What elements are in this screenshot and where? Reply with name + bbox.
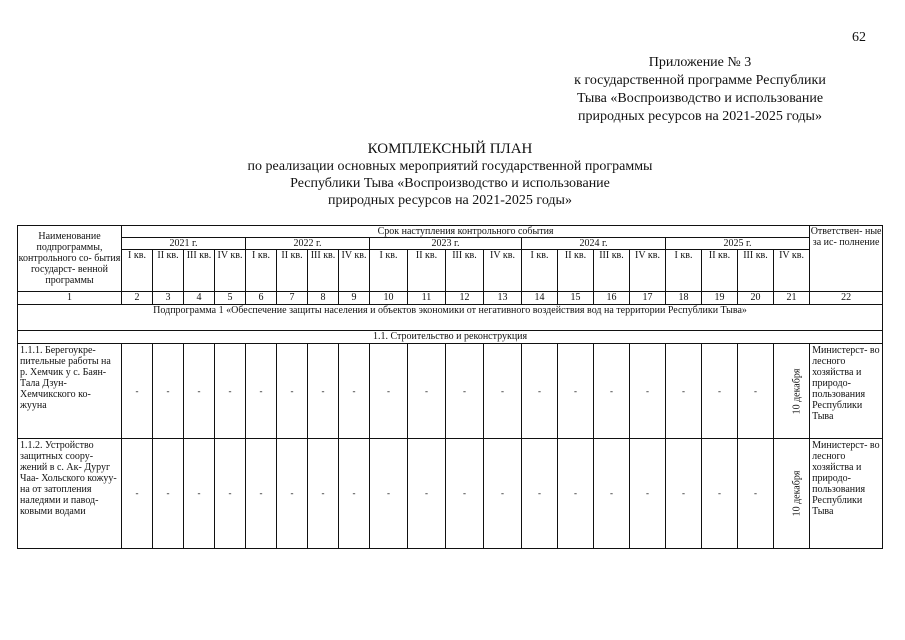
empty-dash: - (463, 385, 466, 396)
empty-dash: - (682, 385, 685, 396)
empty-dash: - (166, 488, 170, 498)
year-header: 2025 г. (666, 238, 810, 250)
quarter-cell (246, 439, 277, 549)
empty-dash: - (259, 385, 263, 396)
appendix-note (520, 54, 880, 126)
column-number: 14 (522, 292, 558, 305)
empty-dash: - (682, 488, 685, 498)
empty-dash: - (425, 385, 428, 396)
quarter-cell (594, 439, 630, 549)
quarter-cell (246, 344, 277, 439)
column-number: 19 (702, 292, 738, 305)
event-name: 1.1.2. Устройство защитных соору- жений в с. Ак- Дуруг Чаа- Хольского кожуу- на от затопления наледями и павод- ковыми водами (18, 439, 122, 549)
quarter-header: IV кв. (215, 250, 246, 292)
quarter-cell (666, 344, 702, 439)
quarter-header: IV кв. (630, 250, 666, 292)
column-number: 2 (122, 292, 153, 305)
empty-dash: - (574, 385, 577, 396)
column-number-row (18, 292, 883, 305)
quarter-header: II кв. (558, 250, 594, 292)
quarter-header: III кв. (738, 250, 774, 292)
table-row (18, 439, 883, 549)
document-title (160, 141, 740, 209)
empty-dash: - (321, 385, 325, 396)
quarter-header: I кв. (522, 250, 558, 292)
quarter-cell (594, 344, 630, 439)
empty-dash: - (718, 488, 721, 498)
title-line: Республики Тыва «Воспроизводство и использование (290, 176, 610, 191)
table-row (18, 344, 883, 439)
quarter-cell (277, 344, 308, 439)
column-number: 9 (339, 292, 370, 305)
column-number: 18 (666, 292, 702, 305)
quarter-header: II кв. (702, 250, 738, 292)
quarter-cell (122, 344, 153, 439)
quarter-cell (408, 439, 446, 549)
quarter-cell (522, 439, 558, 549)
empty-dash: - (135, 488, 139, 498)
appendix-line: природных ресурсов на 2021-2025 годы» (578, 109, 822, 124)
quarter-cell (122, 439, 153, 549)
empty-dash: - (646, 385, 649, 396)
column-number: 6 (246, 292, 277, 305)
column-number: 7 (277, 292, 308, 305)
column-number: 20 (738, 292, 774, 305)
quarter-cell (339, 439, 370, 549)
quarter-header: II кв. (277, 250, 308, 292)
empty-dash: - (425, 488, 428, 498)
column-number: 5 (215, 292, 246, 305)
quarter-cell (308, 439, 339, 549)
column-number: 12 (446, 292, 484, 305)
responsible-cell: Министерст- во лесного хозяйства и природо- пользования Республики Тыва (810, 344, 883, 439)
empty-dash: - (610, 488, 613, 498)
page-number: 62 (852, 30, 866, 45)
empty-dash: - (228, 385, 232, 396)
quarter-cell (558, 439, 594, 549)
quarter-header: IV кв. (339, 250, 370, 292)
empty-dash: - (259, 488, 263, 498)
event-name: 1.1.1. Берегоукре- пительные работы на р. Хемчик у с. Баян-Тала Дзун- Хемчикского ко- жууна (18, 344, 122, 439)
appendix-line: Приложение № 3 (648, 55, 752, 70)
year-header: 2022 г. (246, 238, 370, 250)
empty-dash: - (352, 488, 356, 498)
empty-dash: - (228, 488, 232, 498)
empty-dash: - (290, 385, 294, 396)
appendix-line: Тыва «Воспроизводство и использование (576, 91, 824, 106)
empty-dash: - (352, 385, 356, 396)
column-number: 11 (408, 292, 446, 305)
empty-dash: - (754, 488, 757, 498)
empty-dash: - (197, 385, 201, 396)
empty-dash: - (501, 488, 504, 498)
quarter-header: II кв. (408, 250, 446, 292)
column-number: 1 (18, 292, 122, 305)
column-number: 17 (630, 292, 666, 305)
quarter-cell (184, 439, 215, 549)
quarter-cell (308, 344, 339, 439)
header-responsible: Ответствен- ные за ис- полнение (810, 226, 883, 292)
empty-dash: - (754, 385, 757, 396)
column-number: 22 (810, 292, 883, 305)
quarter-row (18, 250, 883, 292)
quarter-cell (184, 344, 215, 439)
section-row: 1.1. Строительство и реконструкция (18, 331, 883, 344)
quarter-cell (215, 344, 246, 439)
quarter-cell (408, 344, 446, 439)
title-line: КОМПЛЕКСНЫЙ ПЛАН (367, 141, 533, 157)
appendix-line: к государственной программе Республики (574, 73, 826, 88)
quarter-cell (446, 439, 484, 549)
quarter-cell (370, 344, 408, 439)
quarter-cell (702, 344, 738, 439)
quarter-cell (484, 439, 522, 549)
column-number: 10 (370, 292, 408, 305)
quarter-header: I кв. (246, 250, 277, 292)
quarter-header: I кв. (122, 250, 153, 292)
quarter-cell (153, 439, 184, 549)
title-line: природных ресурсов на 2021-2025 годы» (328, 193, 572, 208)
quarter-cell (153, 344, 184, 439)
title-line: по реализации основных мероприятий государственной программы (247, 159, 653, 174)
deadline-cell (774, 439, 810, 549)
empty-dash: - (538, 488, 541, 498)
quarter-header: III кв. (184, 250, 215, 292)
quarter-cell (558, 344, 594, 439)
empty-dash: - (718, 385, 721, 396)
quarter-cell (630, 344, 666, 439)
empty-dash: - (463, 488, 466, 498)
deadline-date: 10 декабря (791, 470, 803, 517)
quarter-header: II кв. (153, 250, 184, 292)
column-number: 4 (184, 292, 215, 305)
header-name: Наименование подпрограммы, контрольного со- бытия государст- венной программы (18, 226, 122, 292)
quarter-cell (484, 344, 522, 439)
quarter-cell (738, 344, 774, 439)
empty-dash: - (574, 488, 577, 498)
quarter-header: III кв. (446, 250, 484, 292)
column-number: 15 (558, 292, 594, 305)
plan-table (17, 225, 883, 549)
quarter-header: III кв. (594, 250, 630, 292)
header-term: Срок наступления контрольного события (122, 226, 810, 238)
quarter-cell (702, 439, 738, 549)
empty-dash: - (538, 385, 541, 396)
year-header: 2023 г. (370, 238, 522, 250)
empty-dash: - (501, 385, 504, 396)
column-number: 3 (153, 292, 184, 305)
empty-dash: - (197, 488, 201, 498)
empty-dash: - (387, 385, 390, 396)
quarter-cell (666, 439, 702, 549)
quarter-cell (339, 344, 370, 439)
empty-dash: - (610, 385, 613, 396)
deadline-date: 10 декабря (791, 368, 803, 414)
empty-dash: - (290, 488, 294, 498)
column-number: 16 (594, 292, 630, 305)
quarter-cell (215, 439, 246, 549)
quarter-header: I кв. (370, 250, 408, 292)
quarter-header: I кв. (666, 250, 702, 292)
empty-dash: - (646, 488, 649, 498)
empty-dash: - (135, 385, 139, 396)
quarter-cell (370, 439, 408, 549)
subprogram-row: Подпрограмма 1 «Обеспечение защиты населения и объектов экономики от негативного воздействия вод на территории Республики Тыва» (18, 305, 883, 331)
column-number: 13 (484, 292, 522, 305)
quarter-header: IV кв. (774, 250, 810, 292)
empty-dash: - (166, 385, 170, 396)
year-header: 2024 г. (522, 238, 666, 250)
quarter-cell (522, 344, 558, 439)
column-number: 8 (308, 292, 339, 305)
year-header: 2021 г. (122, 238, 246, 250)
deadline-cell (774, 344, 810, 439)
empty-dash: - (321, 488, 325, 498)
responsible-cell: Министерст- во лесного хозяйства и природо- пользования Республики Тыва (810, 439, 883, 549)
quarter-cell (446, 344, 484, 439)
quarter-cell (630, 439, 666, 549)
empty-dash: - (387, 488, 390, 498)
quarter-cell (738, 439, 774, 549)
quarter-header: III кв. (308, 250, 339, 292)
quarter-cell (277, 439, 308, 549)
quarter-header: IV кв. (484, 250, 522, 292)
column-number: 21 (774, 292, 810, 305)
